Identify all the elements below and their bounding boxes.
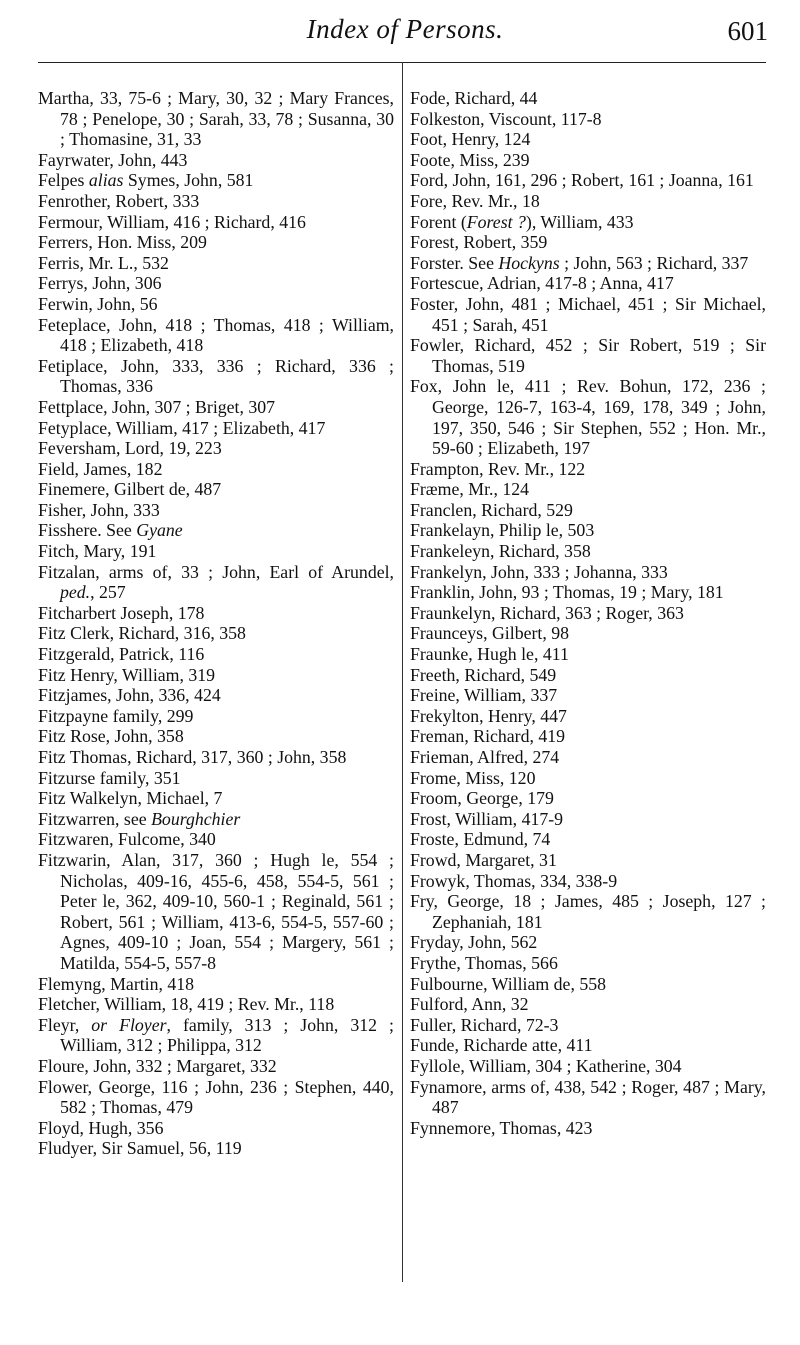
index-column-right — [410, 88, 766, 1138]
index-entry: Fleyr, or Floyer, family, 313 ; John, 312 ; William, 312 ; Philippa, 312 — [38, 1014, 394, 1056]
index-entry: Frowyk, Thomas, 334, 338-9 — [410, 870, 618, 891]
index-entry: Fermour, William, 416 ; Richard, 416 — [38, 211, 306, 232]
index-column-left — [38, 88, 394, 1159]
index-entry: Finemere, Gilbert de, 487 — [38, 479, 222, 500]
index-entry: Fraunceys, Gilbert, 98 — [410, 623, 570, 644]
index-entry: Fryday, John, 562 — [410, 932, 538, 953]
index-entry: Foot, Henry, 124 — [410, 129, 531, 150]
index-entry: Fræme, Mr., 124 — [410, 479, 530, 500]
index-entry: Fox, John le, 411 ; Rev. Bohun, 172, 236 ; George, 126-7, 163-4, 169, 178, 349 ; John, 197, 350, 546 ; Sir Stephen, 552 ; Hon. Mr., 59-60 ; Elizabeth, 197 — [410, 376, 766, 459]
page-header — [0, 0, 800, 60]
index-entry: Froom, George, 179 — [410, 788, 554, 809]
index-entry: Fitcharbert Joseph, 178 — [38, 602, 205, 623]
index-entry: Fry, George, 18 ; James, 485 ; Joseph, 127 ; Zephaniah, 181 — [410, 891, 766, 932]
index-entry: Fitzwarren, see Bourghchier — [38, 808, 241, 829]
index-entry: Franklin, John, 93 ; Thomas, 19 ; Mary, 181 — [410, 582, 724, 603]
index-entry: Fettplace, John, 307 ; Briget, 307 — [38, 396, 276, 417]
index-entry: Fletcher, William, 18, 419 ; Rev. Mr., 118 — [38, 994, 335, 1015]
page-number: 601 — [727, 16, 768, 46]
index-entry: Flower, George, 116 ; John, 236 ; Stephen, 440, 582 ; Thomas, 479 — [38, 1076, 394, 1118]
index-entry: Frowd, Margaret, 31 — [410, 849, 557, 870]
index-entry: Funde, Richarde atte, 411 — [410, 1035, 593, 1056]
index-entry: Fitz Thomas, Richard, 317, 360 ; John, 358 — [38, 747, 347, 767]
index-entry: Fitz Henry, William, 319 — [38, 664, 216, 685]
index-entry: Fortescue, Adrian, 417-8 ; Anna, 417 — [410, 273, 674, 294]
index-entry: Frythe, Thomas, 566 — [410, 952, 558, 973]
index-entry: Fitzalan, arms of, 33 ; John, Earl of Arundel, ped., 257 — [38, 561, 394, 603]
index-entry: Fode, Richard, 44 — [410, 88, 538, 108]
index-entry: Fayrwater, John, 443 — [38, 149, 188, 170]
index-entry: Fludyer, Sir Samuel, 56, 119 — [38, 1138, 242, 1159]
index-entry: Frost, William, 417-9 — [410, 808, 564, 829]
index-entry: Frankeleyn, Richard, 358 — [410, 541, 591, 562]
index-entry: Fynnemore, Thomas, 423 — [410, 1117, 593, 1138]
index-entry: Fitzwaren, Fulcome, 340 — [38, 829, 216, 850]
index-entry: Feteplace, John, 418 ; Thomas, 418 ; William, 418 ; Elizabeth, 418 — [38, 314, 394, 356]
index-entry: Floyd, Hugh, 356 — [38, 1117, 164, 1138]
index-entry: Fynamore, arms of, 438, 542 ; Roger, 487 ; Mary, 487 — [410, 1076, 766, 1118]
index-entry: Fitzgerald, Patrick, 116 — [38, 644, 205, 665]
index-entry: Fitzurse family, 351 — [38, 767, 181, 788]
index-entry: Freman, Richard, 419 — [410, 726, 566, 747]
index-entry: Floure, John, 332 ; Margaret, 332 — [38, 1055, 277, 1076]
index-entry: Fisshere. See Gyane — [38, 520, 183, 541]
index-entry: Fore, Rev. Mr., 18 — [410, 190, 540, 211]
index-entry: Fulford, Ann, 32 — [410, 994, 529, 1015]
index-entry: Frieman, Alfred, 274 — [410, 747, 560, 767]
index-entry: Fulbourne, William de, 558 — [410, 973, 607, 994]
index-entry: Ferrys, John, 306 — [38, 273, 162, 294]
index-entry: Fitz Rose, John, 358 — [38, 726, 184, 747]
index-entry: Freine, William, 337 — [410, 685, 558, 706]
index-entry: Fetiplace, John, 333, 336 ; Richard, 336 ; Thomas, 336 — [38, 355, 394, 397]
index-entry: Fetyplace, William, 417 ; Elizabeth, 417 — [38, 417, 326, 438]
index-entry: Fitz Walkelyn, Michael, 7 — [38, 788, 223, 809]
index-entry: Franclen, Richard, 529 — [410, 499, 573, 520]
index-entry: Ferwin, John, 56 — [38, 293, 158, 314]
index-entry: Fowler, Richard, 452 ; Sir Robert, 519 ; Sir Thomas, 519 — [410, 335, 766, 376]
index-entry: Ferris, Mr. L., 532 — [38, 252, 169, 273]
index-entry: Frampton, Rev. Mr., 122 — [410, 458, 586, 479]
index-entry: Fenrother, Robert, 333 — [38, 190, 200, 211]
running-title: Index of Persons. — [306, 14, 504, 44]
index-entry: Ferrers, Hon. Miss, 209 — [38, 232, 207, 253]
index-entry: Fuller, Richard, 72-3 — [410, 1014, 559, 1035]
index-entry: Frekylton, Henry, 447 — [410, 705, 567, 726]
index-entry: Fitz Clerk, Richard, 316, 358 — [38, 623, 246, 644]
index-entry: Fyllole, William, 304 ; Katherine, 304 — [410, 1055, 682, 1076]
index-entry: Froste, Edmund, 74 — [410, 829, 551, 850]
index-entry: Foster, John, 481 ; Michael, 451 ; Sir Michael, 451 ; Sarah, 451 — [410, 293, 766, 335]
index-entry: Fitzwarin, Alan, 317, 360 ; Hugh le, 554 ; Nicholas, 409-16, 455-6, 458, 554-5, 561 ; Peter le, 362, 409-10, 560-1 ; Reginald, 561 ; Robert, 561 ; William, 413-6, 554-5, 557-60 ; Agnes, 409-10 ; Joan, 554 ; Margery, 561 ; Matilda, 554-5, 557-8 — [38, 849, 394, 973]
column-divider — [402, 62, 403, 1282]
index-entry: Fitzjames, John, 336, 424 — [38, 685, 221, 706]
index-entry: Foote, Miss, 239 — [410, 149, 530, 170]
index-entry: Frankelayn, Philip le, 503 — [410, 520, 595, 541]
index-entry: Ford, John, 161, 296 ; Robert, 161 ; Joanna, 161 — [410, 170, 754, 191]
index-entry: Folkeston, Viscount, 117-8 — [410, 108, 602, 129]
index-entry: Frankelyn, John, 333 ; Johanna, 333 — [410, 561, 668, 582]
index-entry: Fitch, Mary, 191 — [38, 541, 157, 562]
index-entry: Fraunke, Hugh le, 411 — [410, 644, 569, 665]
index-entry: Fraunkelyn, Richard, 363 ; Roger, 363 — [410, 602, 684, 623]
index-entry: Frome, Miss, 120 — [410, 767, 536, 788]
index-entry: Freeth, Richard, 549 — [410, 664, 557, 685]
index-entry: Flemyng, Martin, 418 — [38, 973, 195, 994]
index-entry: Field, James, 182 — [38, 458, 163, 479]
index-entry: Felpes alias Symes, John, 581 — [38, 170, 254, 191]
index-entry: Forest, Robert, 359 — [410, 232, 548, 253]
index-entry: Fitzpayne family, 299 — [38, 705, 194, 726]
index-entry: Martha, 33, 75-6 ; Mary, 30, 32 ; Mary Frances, 78 ; Penelope, 30 ; Sarah, 33, 78 ; Susanna, 30 ; Thomasine, 31, 33 — [38, 88, 394, 150]
index-entry: Forent (Forest ?), William, 433 — [410, 211, 634, 232]
index-entry: Feversham, Lord, 19, 223 — [38, 438, 222, 459]
index-entry: Forster. See Hockyns ; John, 563 ; Richard, 337 — [410, 252, 749, 273]
index-entry: Fisher, John, 333 — [38, 499, 160, 520]
